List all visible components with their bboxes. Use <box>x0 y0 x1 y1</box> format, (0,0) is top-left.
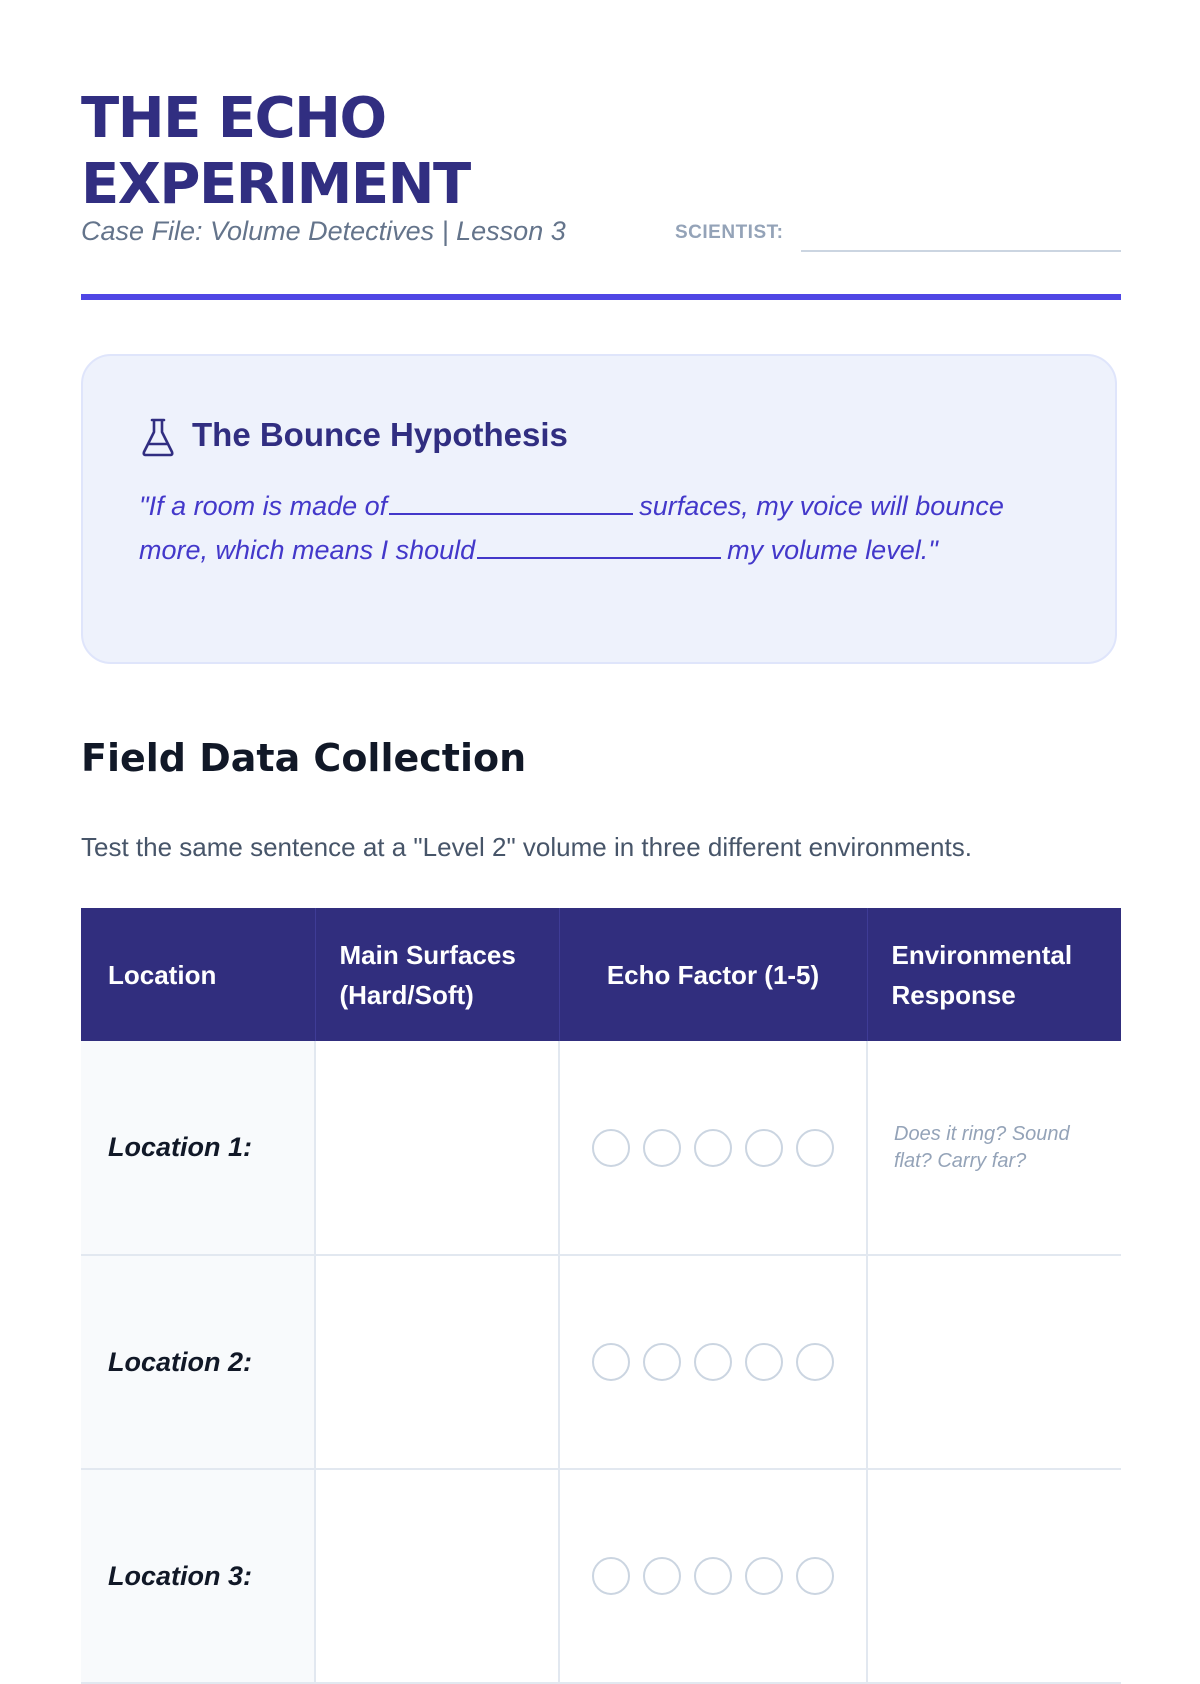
location-label: Location 3: <box>108 1560 253 1591</box>
response-cell[interactable] <box>867 1255 1121 1469</box>
location-cell <box>81 1469 315 1683</box>
rating-circle-5[interactable] <box>796 1557 834 1595</box>
hypothesis-text-part3: my volume level." <box>727 535 938 565</box>
response-hint: Does it ring? Sound flat? Carry far? <box>894 1122 1070 1172</box>
field-data-table <box>81 908 1121 1684</box>
echo-factor-cell <box>559 1041 867 1255</box>
surfaces-cell[interactable] <box>315 1041 559 1255</box>
scientist-name-field[interactable] <box>801 250 1121 252</box>
location-cell <box>81 1041 315 1255</box>
rating-circle-2[interactable] <box>643 1557 681 1595</box>
hypothesis-text-part2: surfaces, my voice will bounce more, which means I should <box>139 491 1004 565</box>
response-cell[interactable] <box>867 1469 1121 1683</box>
rating-circle-5[interactable] <box>796 1129 834 1167</box>
rating-circle-1[interactable] <box>592 1129 630 1167</box>
rating-circle-3[interactable] <box>694 1557 732 1595</box>
rating-circle-4[interactable] <box>745 1343 783 1381</box>
echo-factor-cell <box>559 1255 867 1469</box>
flask-icon <box>141 417 175 457</box>
case-file-subtitle: Case File: Volume Detectives | Lesson 3 <box>81 216 566 246</box>
location-label: Location 1: <box>108 1132 253 1162</box>
table-row <box>81 1041 1121 1255</box>
rating-circle-5[interactable] <box>796 1343 834 1381</box>
section-title: Field Data Collection <box>81 736 527 780</box>
rating-circle-3[interactable] <box>694 1129 732 1167</box>
surface-type-blank[interactable] <box>389 485 633 515</box>
rating-circle-2[interactable] <box>643 1129 681 1167</box>
rating-circle-4[interactable] <box>745 1557 783 1595</box>
section-description: Test the same sentence at a "Level 2" volume in three different environments. <box>81 832 972 862</box>
location-label: Location 2: <box>108 1346 253 1377</box>
surfaces-cell[interactable] <box>315 1469 559 1683</box>
rating-circle-1[interactable] <box>592 1557 630 1595</box>
hypothesis-text-part1: "If a room is made of <box>139 491 388 521</box>
hypothesis-card <box>81 354 1117 664</box>
rating-circle-4[interactable] <box>745 1129 783 1167</box>
location-cell <box>81 1255 315 1469</box>
column-header-response: Environmental Response <box>867 908 1121 1041</box>
echo-rating <box>560 1557 866 1595</box>
hypothesis-statement <box>139 484 1059 572</box>
rating-circle-1[interactable] <box>592 1343 630 1381</box>
surfaces-cell[interactable] <box>315 1255 559 1469</box>
table-header-row <box>81 908 1121 1041</box>
hypothesis-title: The Bounce Hypothesis <box>192 416 568 453</box>
response-cell[interactable] <box>867 1041 1121 1255</box>
echo-rating <box>560 1129 866 1167</box>
column-header-location: Location <box>81 908 315 1041</box>
scientist-label: SCIENTIST: <box>675 222 784 243</box>
page-title: THE ECHO EXPERIMENT <box>81 86 470 217</box>
column-header-echo-factor: Echo Factor (1-5) <box>559 908 867 1041</box>
header-divider <box>81 294 1121 300</box>
echo-rating <box>560 1343 866 1381</box>
volume-action-blank[interactable] <box>477 529 721 559</box>
rating-circle-3[interactable] <box>694 1343 732 1381</box>
table-row <box>81 1255 1121 1469</box>
column-header-surfaces: Main Surfaces (Hard/Soft) <box>315 908 559 1041</box>
table-row <box>81 1469 1121 1683</box>
echo-factor-cell <box>559 1469 867 1683</box>
rating-circle-2[interactable] <box>643 1343 681 1381</box>
